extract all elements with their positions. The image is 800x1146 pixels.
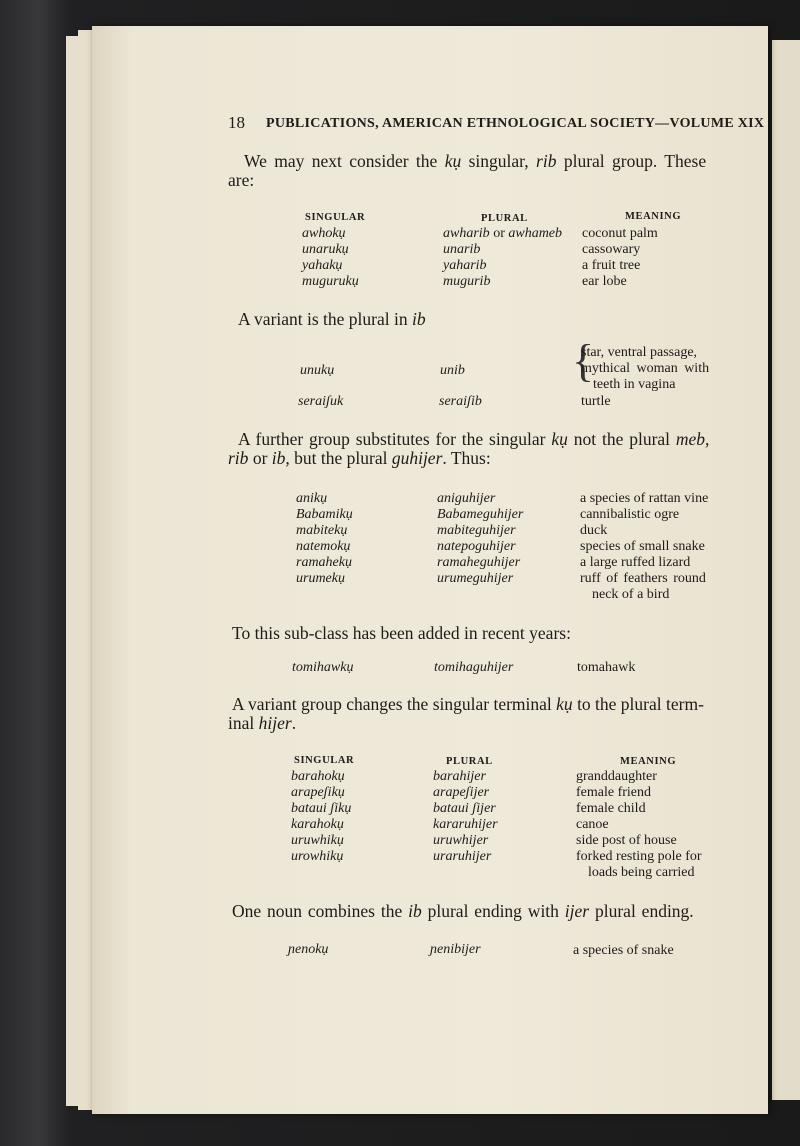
text: awhameb bbox=[508, 226, 563, 241]
text: or bbox=[489, 226, 509, 241]
column-header-singular: SINGULAR bbox=[294, 755, 355, 766]
page-number: 18 bbox=[228, 113, 245, 132]
text: ib bbox=[412, 309, 426, 329]
text: plural group. These bbox=[556, 151, 707, 171]
plural-cell: mabiteguhijer bbox=[437, 523, 516, 538]
singular-cell: uruwhikụ bbox=[291, 833, 344, 848]
meaning-cell: forked resting pole for bbox=[576, 849, 702, 864]
text: inal bbox=[228, 713, 259, 733]
text: ijer bbox=[564, 901, 590, 921]
paragraph-line bbox=[238, 431, 709, 449]
plural-cell: bataui ʃijer bbox=[433, 801, 496, 816]
singular-cell: seraiʃuk bbox=[298, 394, 344, 409]
singular-cell: bataui ʃikụ bbox=[291, 801, 352, 816]
singular-cell: urowhikụ bbox=[291, 849, 344, 864]
text: ib bbox=[408, 901, 422, 921]
paragraph-line bbox=[238, 311, 426, 329]
paragraph-line: are: bbox=[228, 170, 255, 190]
singular-cell: karahokụ bbox=[291, 817, 344, 832]
plural-cell: tomihaguhijer bbox=[434, 660, 514, 675]
meaning-cell: loads being carried bbox=[588, 865, 695, 880]
meaning-cell: cassowary bbox=[582, 242, 641, 257]
singular-cell: mugurukụ bbox=[302, 274, 359, 289]
text: rib bbox=[536, 151, 557, 171]
text: but the plural bbox=[289, 448, 392, 468]
brace: { bbox=[572, 335, 595, 386]
text: A further group substitutes for the singular bbox=[238, 429, 552, 449]
plural-cell: natepoguhijer bbox=[437, 539, 516, 554]
singular-cell: unukụ bbox=[300, 363, 335, 378]
plural-cell: uraruhijer bbox=[433, 849, 492, 864]
text: awharib bbox=[443, 226, 490, 241]
paragraph-line bbox=[232, 696, 704, 714]
column-header-singular: SINGULAR bbox=[305, 212, 366, 223]
text: . Thus: bbox=[442, 448, 491, 468]
column-header-meaning: MEANING bbox=[625, 211, 682, 222]
text: guhijer bbox=[391, 448, 443, 468]
text: or bbox=[248, 448, 272, 468]
text: ib, bbox=[271, 448, 290, 468]
singular-cell: unarukụ bbox=[302, 242, 349, 257]
plural-cell: unarib bbox=[443, 242, 481, 257]
paragraph-line bbox=[228, 450, 491, 468]
meaning-cell: teeth in vagina bbox=[593, 377, 676, 392]
meaning-cell: star, ventral passage, bbox=[581, 345, 698, 360]
singular-cell: arapeʃikụ bbox=[291, 785, 345, 800]
column-header-meaning: MEANING bbox=[620, 756, 677, 767]
text: meb, bbox=[675, 429, 710, 449]
text: plural ending. bbox=[589, 901, 694, 921]
text: kụ bbox=[556, 694, 573, 714]
text: kụ bbox=[551, 429, 568, 449]
meaning-cell: female friend bbox=[576, 785, 652, 800]
singular-cell: ɲenokụ bbox=[288, 942, 329, 957]
text: hijer bbox=[258, 713, 292, 733]
meaning-cell: turtle bbox=[581, 394, 611, 409]
text: We may next consider the bbox=[244, 151, 445, 171]
singular-cell: natemokụ bbox=[296, 539, 351, 554]
plural-cell: barahijer bbox=[433, 769, 486, 784]
text: plural ending with bbox=[421, 901, 565, 921]
meaning-cell: cannibalistic ogre bbox=[580, 507, 680, 522]
plural-cell: uruwhijer bbox=[433, 833, 489, 848]
singular-cell: barahokụ bbox=[291, 769, 345, 784]
plural-cell: Babameguhijer bbox=[437, 507, 524, 522]
meaning-cell: mythical woman with bbox=[581, 361, 710, 376]
text: kụ bbox=[444, 151, 462, 171]
meaning-cell: ear lobe bbox=[582, 274, 627, 289]
plural-cell: mugurib bbox=[443, 274, 491, 289]
text: to the plural term- bbox=[572, 694, 704, 714]
text: singular, bbox=[461, 151, 537, 171]
plural-cell: ramaheguhijer bbox=[437, 555, 521, 570]
meaning-cell: a fruit tree bbox=[582, 258, 641, 273]
singular-cell: mabitekụ bbox=[296, 523, 348, 538]
plural-cell: urumeguhijer bbox=[437, 571, 514, 586]
text: rib bbox=[228, 448, 249, 468]
paragraph-line bbox=[228, 715, 296, 733]
singular-cell: anikụ bbox=[296, 491, 328, 506]
paragraph-line: To this sub-class has been added in recent years: bbox=[232, 623, 571, 643]
paragraph-line bbox=[244, 153, 706, 171]
meaning-cell: granddaughter bbox=[576, 769, 657, 784]
meaning-cell: female child bbox=[576, 801, 646, 816]
plural-cell: arapeʃijer bbox=[433, 785, 490, 800]
text: A variant group changes the singular terminal bbox=[232, 694, 557, 714]
plural-cell: unib bbox=[440, 363, 465, 378]
meaning-cell: side post of house bbox=[576, 833, 677, 848]
meaning-cell: coconut palm bbox=[582, 226, 658, 241]
singular-cell: tomihawkụ bbox=[292, 660, 354, 675]
meaning-cell: a large ruffed lizard bbox=[580, 555, 691, 570]
text: not the plural bbox=[567, 429, 676, 449]
meaning-cell: tomahawk bbox=[577, 660, 636, 675]
singular-cell: yahakụ bbox=[302, 258, 343, 273]
meaning-cell: neck of a bird bbox=[592, 587, 670, 602]
column-header-plural: PLURAL bbox=[446, 756, 493, 767]
meaning-cell: a species of snake bbox=[573, 943, 674, 958]
meaning-cell: canoe bbox=[576, 817, 609, 832]
text: . bbox=[291, 713, 297, 733]
singular-cell: awhokụ bbox=[302, 226, 346, 241]
singular-cell: ramahekụ bbox=[296, 555, 352, 570]
text: A variant is the plural in bbox=[238, 309, 412, 329]
plural-cell: yaharib bbox=[443, 258, 487, 273]
singular-cell: Babamikụ bbox=[296, 507, 353, 522]
plural-cell: kararuhijer bbox=[433, 817, 498, 832]
paragraph-line bbox=[232, 903, 694, 921]
text: One noun combines the bbox=[232, 901, 409, 921]
singular-cell: urumekụ bbox=[296, 571, 345, 586]
plural-cell bbox=[443, 227, 562, 241]
facing-page-edge bbox=[772, 40, 800, 1100]
meaning-cell: species of small snake bbox=[580, 539, 705, 554]
plural-cell: ɲenibijer bbox=[430, 942, 481, 957]
meaning-cell: duck bbox=[580, 523, 608, 538]
plural-cell: seraiʃib bbox=[439, 394, 482, 409]
plural-cell: aniguhijer bbox=[437, 491, 496, 506]
meaning-cell: ruff of feathers round bbox=[580, 571, 706, 586]
running-title: PUBLICATIONS, AMERICAN ETHNOLOGICAL SOCIETY—VOLUME XIX bbox=[266, 116, 765, 131]
column-header-plural: PLURAL bbox=[481, 213, 528, 224]
meaning-cell: a species of rattan vine bbox=[580, 491, 709, 506]
